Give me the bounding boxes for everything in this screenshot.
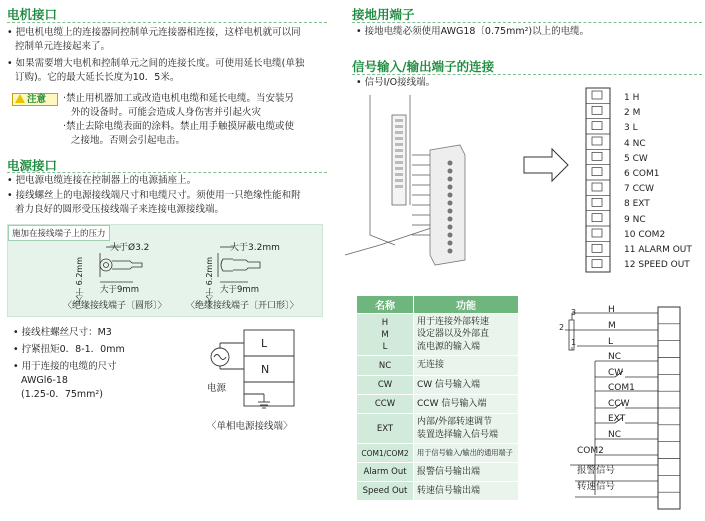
pin-label: 11 ALARM OUT (624, 245, 692, 256)
header-function: 功能 (414, 296, 519, 314)
divider (7, 172, 327, 173)
power-bullet-1: • 把电源电缆连接在控制器上的电源插座上。 (7, 174, 196, 188)
pot-num-2: 2 (559, 323, 565, 332)
divider (352, 22, 702, 23)
spec-cable: • 用于连接的电缆的尺寸 (13, 360, 117, 374)
wire-label: L (608, 337, 614, 347)
io-pin-list (624, 91, 692, 273)
table-row: Alarm Out 报警信号输出端 (357, 463, 519, 482)
io-bullet: • 信号I/O接线端。 (356, 76, 435, 90)
round-height-label: 大于 6.2mm (75, 257, 84, 304)
pin-label: 2 M (624, 108, 641, 119)
alarm-signal-label: 报警信号 (577, 465, 616, 476)
io-terminal-block (584, 86, 614, 276)
signal-table (356, 295, 519, 501)
pin-label: 5 CW (624, 153, 648, 164)
spec-screw: • 接线柱螺丝尺寸：M3 (13, 326, 112, 340)
open-height-label: 大于 6.2mm (205, 257, 214, 304)
pin-label: 12 SPEED OUT (624, 260, 690, 271)
wire-label: EXT (608, 414, 626, 424)
table-row: CW CW 信号输入端 (357, 376, 519, 395)
speed-signal-label: 转速信号 (577, 481, 616, 492)
motor-bullet-1-cont: 控制单元连接起来了。 (15, 41, 111, 52)
table-row: EXT 内部/外部转速调节 装置选择输入信号端 (357, 414, 519, 444)
power-bullet-2-cont: 着力良好的圆形受压接线端子来连接电源接线端。 (15, 204, 225, 215)
table-row: CCW CCW 信号输入端 (357, 395, 519, 414)
open-width-label: 大于3.2mm (230, 243, 280, 253)
wire-label: CW (608, 368, 624, 378)
spec-cable-awg: AWGl6-18 (21, 375, 68, 386)
table-row: NC 无连接 (357, 356, 519, 376)
motor-bullet-1: • 把电机电缆上的连接器同控制单元连接器相连接，这样电机就可以同 (7, 26, 301, 40)
pot-num-3: 3 (571, 308, 577, 317)
wire-label: NC (608, 352, 622, 362)
pin-label: 7 CCW (624, 184, 655, 195)
table-row: H M L 用于连接外部转速 设定器以及外部直 流电源的输入端 (357, 314, 519, 356)
warning-icon (15, 94, 25, 103)
ground-bullet: • 接地电缆必须使用AWG18〔0.75mm²)以上的电缆。 (356, 25, 589, 39)
pot-num-1: 1 (571, 338, 577, 347)
divider (352, 74, 702, 75)
power-terminal-diagram (200, 328, 305, 420)
divider (7, 22, 327, 23)
round-caption: 〈绝缘接线端子〔圆形〕〉 (63, 301, 167, 311)
wire-label: H (608, 305, 615, 315)
spec-cable-mm: (1.25-0．75mm²) (21, 389, 103, 400)
wire-label: NC (608, 430, 622, 440)
ground-title: 接地用端子 (352, 7, 415, 22)
table-row: COM1/COM2 用于信号输入/输出的通用端子 (357, 444, 519, 463)
pin-label: 4 NC (624, 138, 646, 149)
wire-label: COM2 (577, 446, 604, 456)
arrow-right-icon (522, 145, 572, 185)
motor-bullet-2-cont: 订购)。它的最大延长长度为10．5米。 (15, 72, 180, 83)
terminal-l: L (261, 337, 268, 350)
spec-torque: • 拧紧扭矩0．8-1．0mm (13, 343, 125, 357)
pin-label: 9 NC (624, 214, 646, 225)
io-title: 信号输入/输出端子的连接 (352, 59, 495, 74)
power-title: 电源接口 (7, 158, 58, 173)
panel-title: 施加在接线端子上的压力 (8, 225, 110, 241)
pin-label: 3 L (624, 123, 638, 134)
pin-label: 1 H (624, 93, 640, 103)
power-diagram-caption: 〈单相电源接线端〉 (207, 421, 293, 432)
round-dia-label: 大于Ø3.2 (110, 243, 150, 253)
caution-badge: 注意 (12, 93, 58, 106)
wire-label: COM1 (608, 383, 635, 393)
power-source-label: 电源 (207, 383, 227, 394)
round-len-label: 大于9mm (100, 285, 139, 295)
pin-label: 10 COM2 (624, 229, 666, 240)
terminal-n: N (261, 363, 270, 376)
pin-label: 8 EXT (624, 199, 650, 210)
open-caption: 〈绝缘接线端子〔开口形〕〉 (186, 301, 299, 311)
open-len-label: 大于9mm (220, 285, 259, 295)
pin-label: 6 COM1 (624, 169, 660, 180)
wire-label: CCW (608, 399, 630, 409)
header-name: 名称 (357, 296, 414, 314)
caution-text: ·禁止用机器加工或改造电机电缆和延长电缆。当安装另 外的设备时。可能会造成人身伤害并引起火灾 ·禁止去除电缆表面的涂料。禁止用手触摸屏蔽电缆或使 之接地。否则会引起电击。 (63, 93, 295, 146)
terminal-size-panel (7, 224, 323, 317)
controller-illustration (340, 95, 480, 270)
table-row: Speed Out 转速信号输出端 (357, 482, 519, 501)
table-header (357, 296, 519, 314)
motor-title: 电机接口 (7, 7, 58, 22)
wire-label: M (608, 321, 616, 331)
motor-bullet-2: • 如果需要增大电机和控制单元之间的连接长度。可使用延长电缆(单独 (7, 57, 304, 71)
power-bullet-2: • 接线螺丝上的电源接线端尺寸和电缆尺寸。须使用一只绝缘性能和附 (7, 189, 301, 203)
